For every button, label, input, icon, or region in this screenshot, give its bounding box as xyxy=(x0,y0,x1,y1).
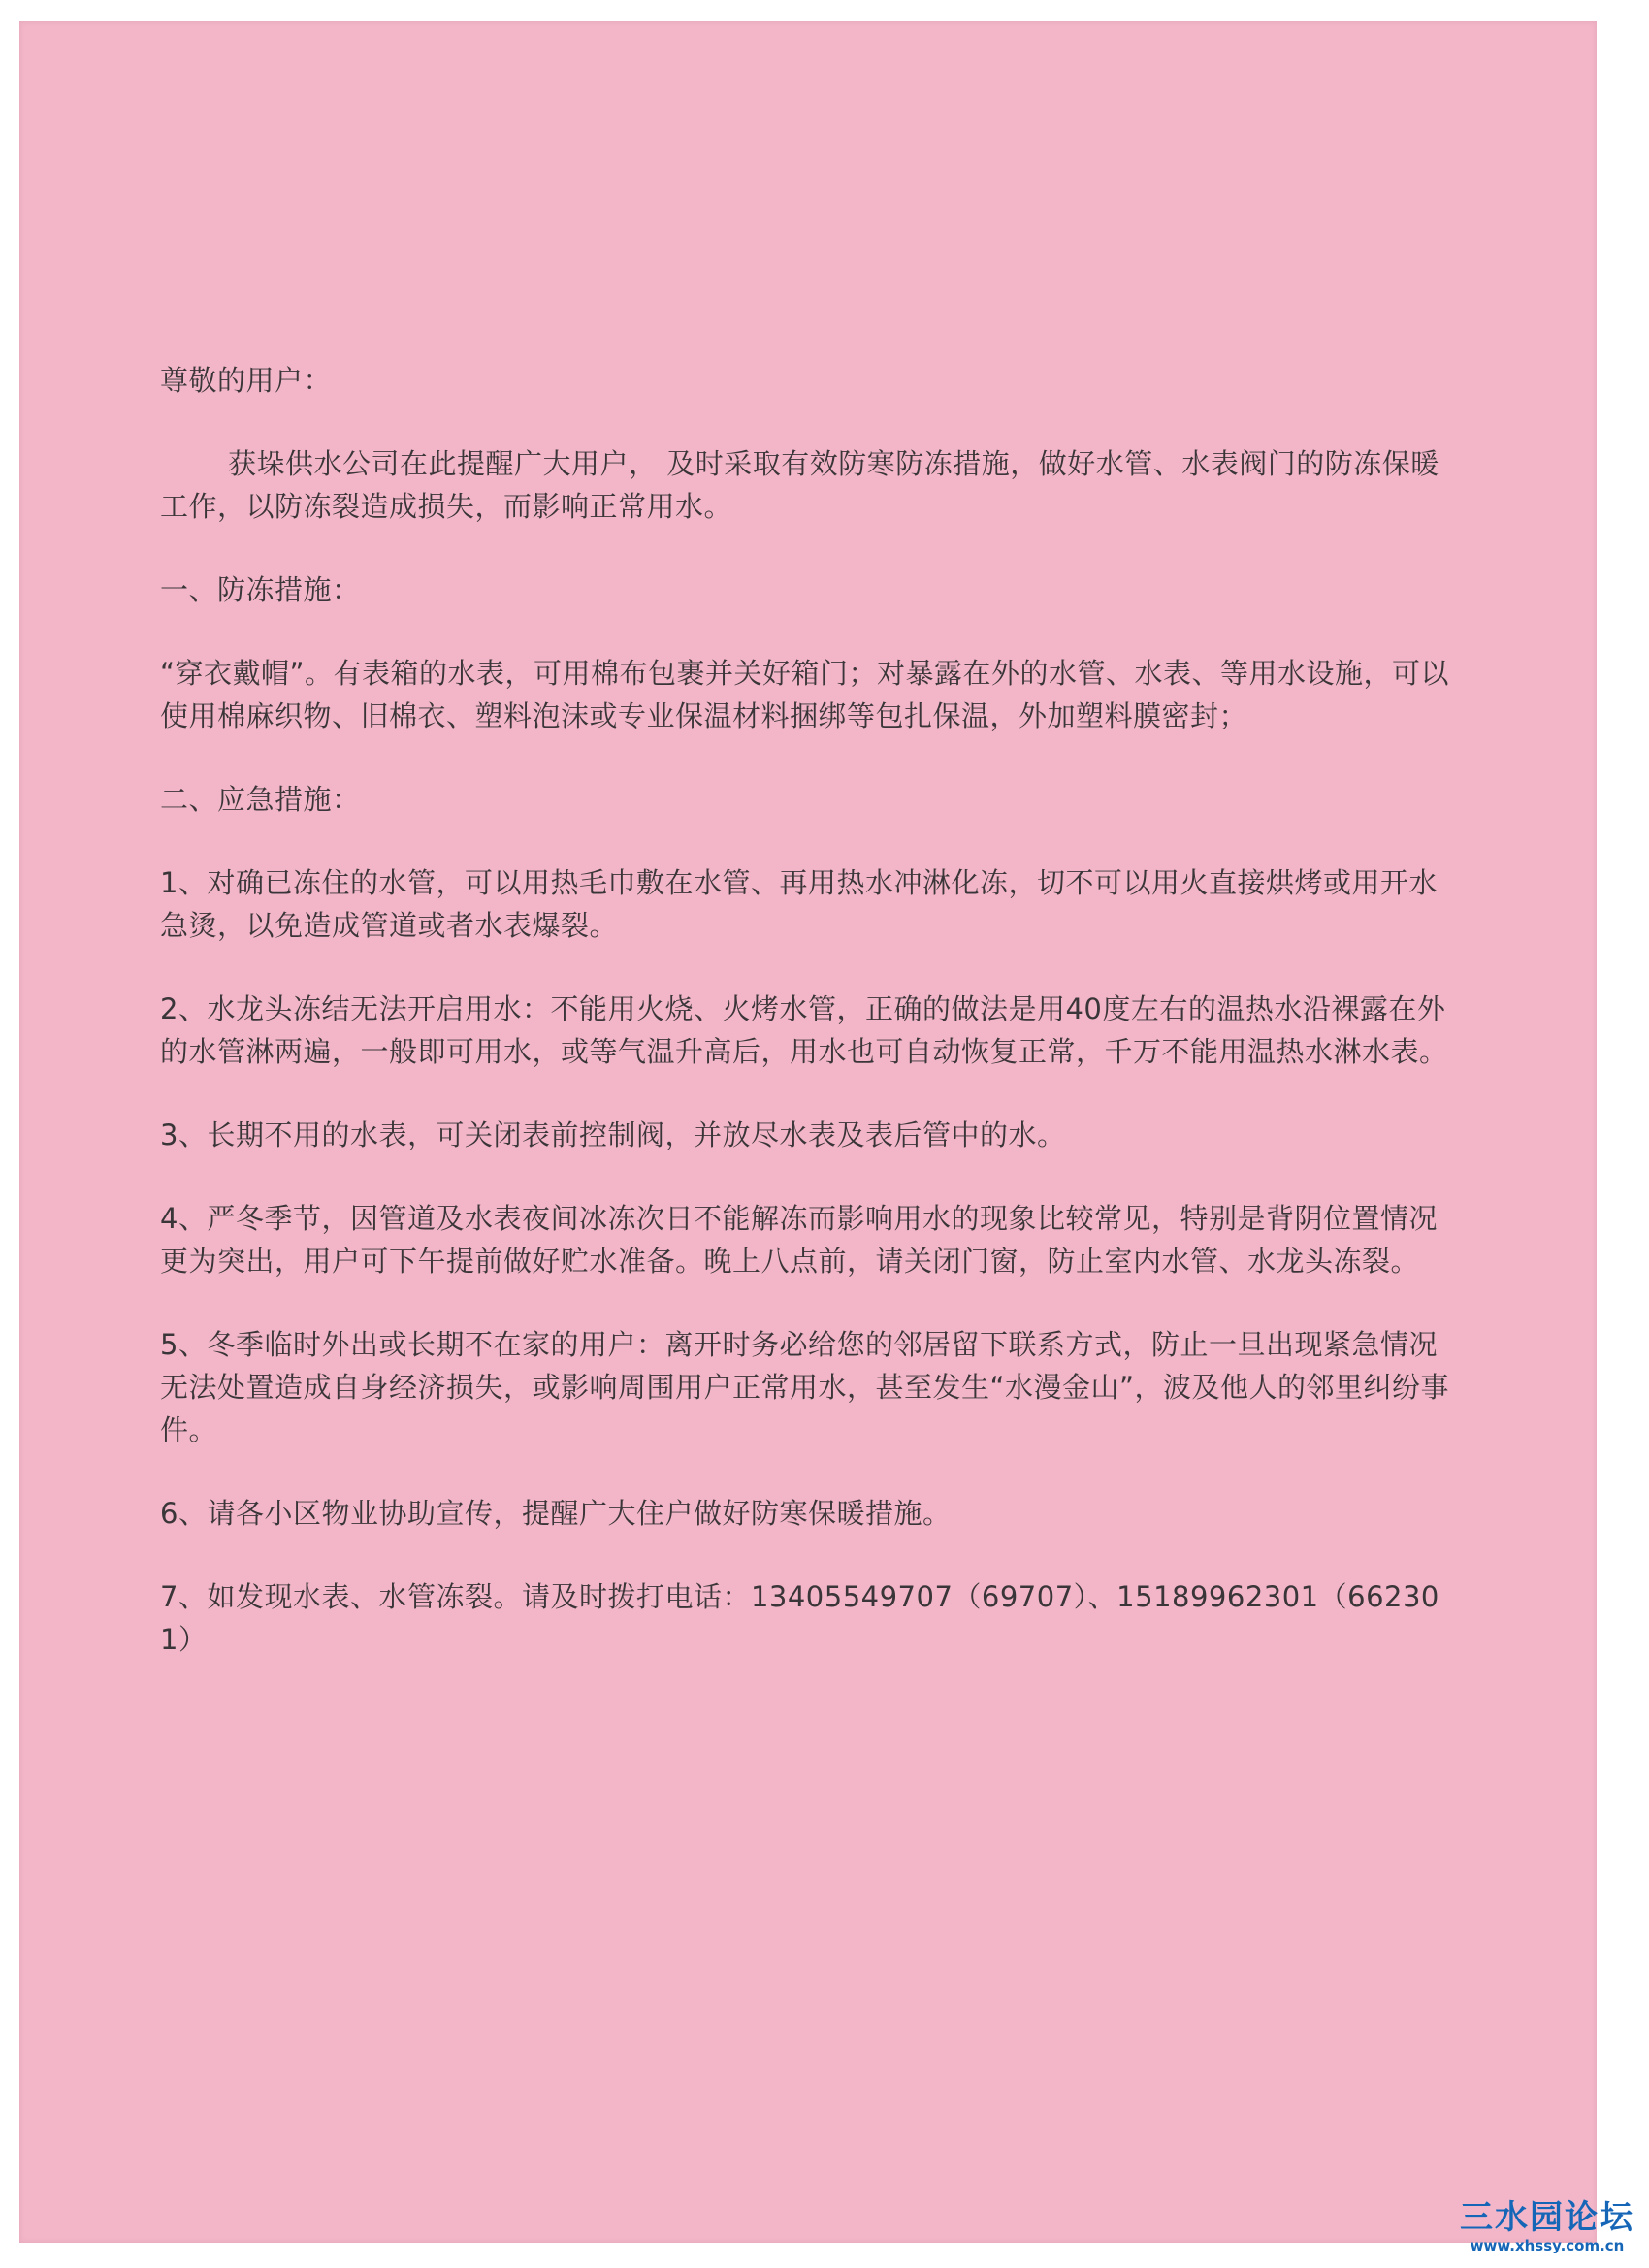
section-1-body: “穿衣戴帽”。有表箱的水表，可用棉布包裹并关好箱门；对暴露在外的水管、水表、等用水设施，可以使用棉麻织物、旧棉衣、塑料泡沫或专业保温材料捆绑等包扎保温，外加塑料膜密封； xyxy=(160,657,1450,732)
emergency-item-3: 3、长期不用的水表，可关闭表前控制阀，并放尽水表及表后管中的水。 xyxy=(160,1118,1066,1151)
watermark-url: www.xhssy.com.cn xyxy=(1470,2237,1625,2254)
emergency-item-5: 5、冬季临时外出或长期不在家的用户：离开时务必给您的邻居留下联系方式，防止一旦出现紧急情况无法处置造成自身经济损失，或影响周围用户正常用水，甚至发生“水漫金山”，波及他人的邻里纠纷事件。 xyxy=(160,1328,1450,1446)
emergency-item-7: 7、如发现水表、水管冻裂。请及时拨打电话：13405549707（69707）、15189962301（662301） xyxy=(160,1580,1439,1656)
emergency-item-2: 2、水龙头冻结无法开启用水：不能用火烧、火烤水管，正确的做法是用40度左右的温热水沿裸露在外的水管淋两遍，一般即可用水，或等气温升高后，用水也可自动恢复正常，千万不能用温热水淋水表。 xyxy=(160,992,1448,1068)
notice-body xyxy=(160,359,1450,1701)
section-1-heading: 一、防冻措施： xyxy=(160,573,361,606)
greeting: 尊敬的用户： xyxy=(160,364,333,397)
emergency-item-6: 6、请各小区物业协助宣传，提醒广大住户做好防寒保暖措施。 xyxy=(160,1497,952,1530)
emergency-item-1: 1、对确已冻住的水管，可以用热毛巾敷在水管、再用热水冲淋化冻，切不可以用火直接烘烤或用开水急烫，以免造成管道或者水表爆裂。 xyxy=(160,866,1438,942)
intro-paragraph: 获垛供水公司在此提醒广大用户， 及时采取有效防寒防冻措施，做好水管、水表阀门的防冻保暖工作，以防冻裂造成损失，而影响正常用水。 xyxy=(160,447,1439,523)
section-2-heading: 二、应急措施： xyxy=(160,783,361,816)
emergency-item-4: 4、严冬季节，因管道及水表夜间冰冻次日不能解冻而影响用水的现象比较常见，特别是背阴位置情况更为突出，用户可下午提前做好贮水准备。晚上八点前，请关闭门窗，防止室内水管、水龙头冻裂。 xyxy=(160,1202,1438,1278)
watermark-name: 三水园论坛 xyxy=(1460,2198,1634,2237)
forum-watermark xyxy=(1455,2198,1639,2262)
